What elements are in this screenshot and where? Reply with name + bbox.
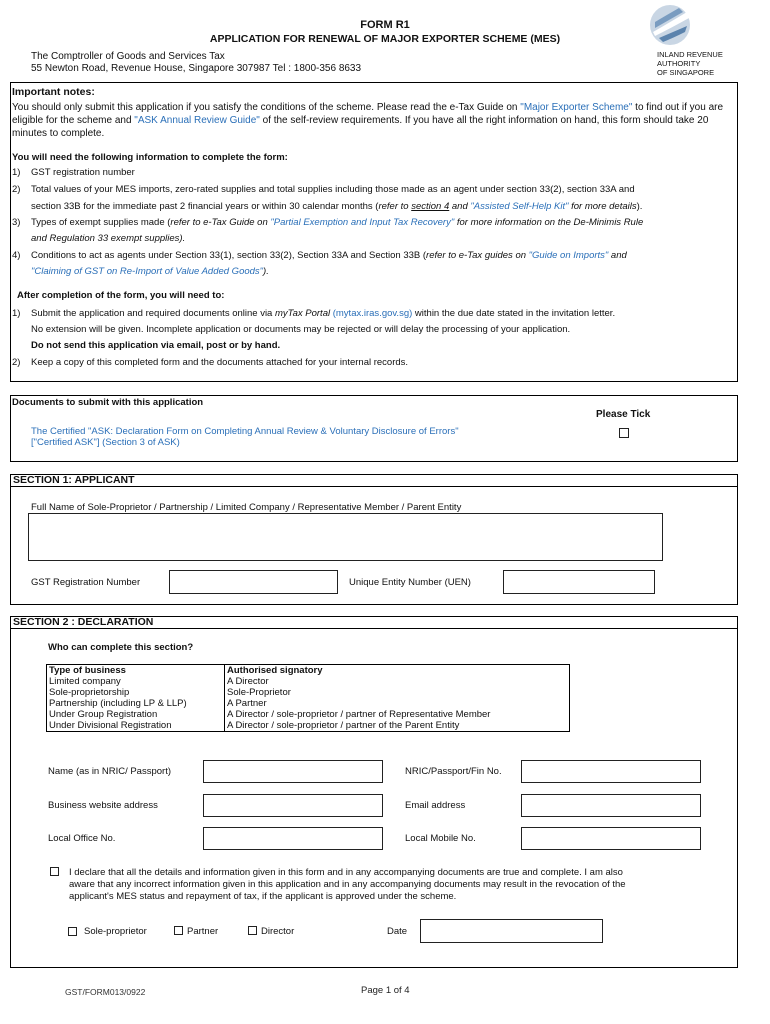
link-guide-on-imports[interactable]: "Guide on Imports" <box>528 250 609 261</box>
link-major-exporter-scheme[interactable]: "Major Exporter Scheme" <box>520 102 633 113</box>
table-header-cell: Authorised signatory <box>225 665 570 677</box>
form-code: GST/FORM013/0922 <box>65 987 146 997</box>
gst-registration-field[interactable] <box>169 570 338 594</box>
declaration-line-1: I declare that all the details and information given in this form and in any accompanying documents are true and complete. I am also <box>69 867 623 878</box>
after-1-text-b: No extension will be given. Incomplete application or documents may be rejected or will delay the processing of your application. <box>31 324 571 335</box>
logo-line-2: AUTHORITY <box>657 59 701 68</box>
please-tick-label: Please Tick <box>596 409 651 420</box>
nric-field[interactable] <box>521 760 701 783</box>
declaration-line-3: applicant's MES status and repayment of tax, if the applicant is approved under the scheme. <box>69 891 457 902</box>
mobile-number-label: Local Mobile No. <box>405 833 476 844</box>
full-name-label: Full Name of Sole-Proprietor / Partnership / Limited Company / Representative Member / Parent Entity <box>31 502 462 513</box>
link-ask-annual-review-guide[interactable]: "ASK Annual Review Guide" <box>134 115 260 126</box>
item-1-text: GST registration number <box>31 167 135 178</box>
document-certified-ask-line2: ["Certified ASK"] (Section 3 of ASK) <box>31 437 180 448</box>
link-mytax-portal[interactable]: (mytax.iras.gov.sg) <box>330 308 413 319</box>
link-partial-exemption[interactable]: "Partial Exemption and Input Tax Recovery" <box>270 217 455 228</box>
uen-field[interactable] <box>503 570 655 594</box>
item-2-number: 2) <box>12 184 21 195</box>
item-3-number: 3) <box>12 217 21 228</box>
who-can-complete-label: Who can complete this section? <box>48 642 194 653</box>
website-field[interactable] <box>203 794 383 817</box>
mobile-number-field[interactable] <box>521 827 701 850</box>
table-cell: Under Group Registration <box>47 709 225 720</box>
item-2-text-a: Total values of your MES imports, zero-rated supplies and total supplies including those made as an agent under section 33(2), section 33A and <box>31 184 635 195</box>
form-number: FORM R1 <box>360 19 410 31</box>
logo-line-3: OF SINGAPORE <box>657 68 715 77</box>
item-4-text-a: Conditions to act as agents under Section 33(1), section 33(2), Section 33A and Section 33B (refer to e-Tax guides on "Guide on Imports" and <box>31 250 627 261</box>
email-field[interactable] <box>521 794 701 817</box>
documents-title: Documents to submit with this application <box>12 397 204 408</box>
document-certified-ask-line1: The Certified "ASK: Declaration Form on Completing Annual Review & Voluntary Disclosure of Errors" <box>31 426 459 437</box>
table-cell: Partnership (including LP & LLP) <box>47 698 225 709</box>
name-label: Name (as in NRIC/ Passport) <box>48 766 172 777</box>
link-section-4[interactable]: section 4 <box>411 201 450 212</box>
nric-label: NRIC/Passport/Fin No. <box>405 766 502 777</box>
item-1-number: 1) <box>12 167 21 178</box>
after-2-number: 2) <box>12 357 21 368</box>
table-cell: A Director <box>225 676 570 687</box>
date-label: Date <box>387 926 408 937</box>
office-number-field[interactable] <box>203 827 383 850</box>
director-label: Director <box>261 926 295 937</box>
item-4-text-b: "Claiming of GST on Re-Import of Value Added Goods"). <box>31 266 269 277</box>
important-notes-title: Important notes: <box>12 86 95 98</box>
table-row <box>47 709 570 720</box>
logo-line-1: INLAND REVENUE <box>657 50 723 59</box>
table-row <box>47 720 570 732</box>
item-3-text-b: and Regulation 33 exempt supplies). <box>31 233 186 244</box>
form-title: APPLICATION FOR RENEWAL OF MAJOR EXPORTER SCHEME (MES) <box>209 33 561 45</box>
certified-ask-checkbox[interactable] <box>619 428 629 438</box>
name-field[interactable] <box>203 760 383 783</box>
after-1-text-c: Do not send this application via email, post or by hand. <box>31 340 281 351</box>
item-3-text-a: Types of exempt supplies made (refer to e-Tax Guide on "Partial Exemption and Input Tax Recovery" for more information on the De-Minimis Rule <box>31 217 644 228</box>
need-info-title: You will need the following information to complete the form: <box>12 152 288 163</box>
table-row <box>47 687 570 698</box>
after-1-number: 1) <box>12 308 21 319</box>
section-2-title: SECTION 2 : DECLARATION <box>10 616 738 629</box>
authorised-signatory-table <box>46 664 570 732</box>
office-address: 55 Newton Road, Revenue House, Singapore 307987 Tel : 1800-356 8633 <box>31 63 362 74</box>
office-number-label: Local Office No. <box>48 833 116 844</box>
table-cell: Limited company <box>47 676 225 687</box>
gst-registration-label: GST Registration Number <box>31 577 141 588</box>
table-cell: A Director / sole-proprietor / partner of the Parent Entity <box>225 720 570 732</box>
table-cell: Under Divisional Registration <box>47 720 225 732</box>
item-4-number: 4) <box>12 250 21 261</box>
link-claiming-gst-reimport[interactable]: "Claiming of GST on Re-Import of Value Added Goods" <box>31 266 264 277</box>
website-label: Business website address <box>48 800 158 811</box>
declaration-line-2: aware that any incorrect information given in this application and in any accompanying documents may result in the revocation of the <box>69 879 626 890</box>
iras-logo-icon <box>649 4 691 46</box>
item-2-text-b: section 33B for the immediate past 2 financial years or within 30 calendar months (refer to section 4 and "Assisted Self-Help Kit" for more details). <box>31 201 643 212</box>
section-1-title: SECTION 1: APPLICANT <box>10 474 738 487</box>
sole-proprietor-checkbox[interactable] <box>68 927 77 936</box>
link-assisted-self-help-kit[interactable]: "Assisted Self-Help Kit" <box>470 201 569 212</box>
uen-label: Unique Entity Number (UEN) <box>349 577 471 588</box>
declaration-checkbox[interactable] <box>50 867 59 876</box>
table-cell: Sole-Proprietor <box>225 687 570 698</box>
after-1-text-a: Submit the application and required documents online via myTax Portal (mytax.iras.gov.sg) within the due date stated in the invitation letter. <box>31 308 616 319</box>
table-cell: A Partner <box>225 698 570 709</box>
notes-intro: You should only submit this application if you satisfy the conditions of the scheme. Please read the e-Tax Guide on "Major Exporter Scheme" to find out if you are eligible for the scheme and "ASK Annual Review Guide" of the self-review requirements. If you have all the right information on hand, this form should take 20 minutes to complete. <box>12 102 724 139</box>
table-cell: Sole-proprietorship <box>47 687 225 698</box>
after-completion-title: After completion of the form, you will need to: <box>17 290 225 301</box>
table-header-cell: Type of business <box>47 665 225 677</box>
office-name: The Comptroller of Goods and Services Tax <box>31 51 225 62</box>
full-name-field[interactable] <box>28 513 663 561</box>
sole-proprietor-label: Sole-proprietor <box>84 926 147 937</box>
iras-logo <box>643 4 743 80</box>
director-checkbox[interactable] <box>248 926 257 935</box>
after-2-text: Keep a copy of this completed form and the documents attached for your internal records. <box>31 357 409 368</box>
partner-label: Partner <box>187 926 219 937</box>
table-header-row <box>47 665 570 677</box>
partner-checkbox[interactable] <box>174 926 183 935</box>
table-row <box>47 698 570 709</box>
page-number: Page 1 of 4 <box>361 985 410 996</box>
table-row <box>47 676 570 687</box>
table-cell: A Director / sole-proprietor / partner of Representative Member <box>225 709 570 720</box>
email-label: Email address <box>405 800 466 811</box>
date-field[interactable] <box>420 919 603 943</box>
